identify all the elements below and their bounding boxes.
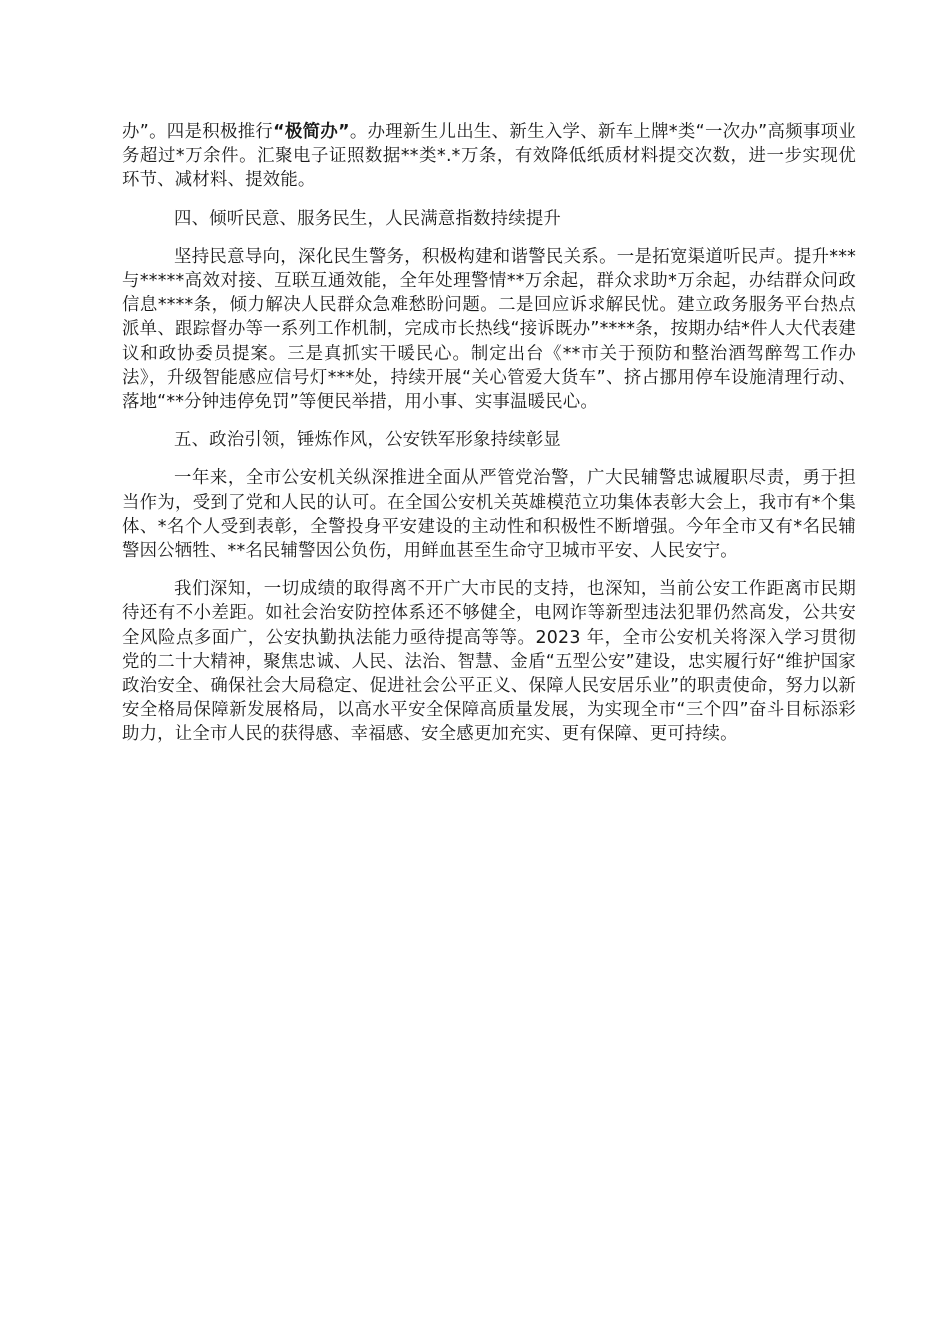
paragraph-continuation [122, 120, 856, 193]
document-page [122, 120, 856, 761]
bold-term: “极简办” [273, 122, 350, 142]
paragraph-text-end: 。办理新生儿出生、新生入学、新车上牌*类“一次办”高频事项业务超过*万余件。汇聚电子证照数据**类*.*万条，有效降低纸质材料提交次数，进一步实现优环节、减材料、提效能。 [122, 122, 856, 191]
section-heading-4: 四、倾听民意、服务民生，人民满意指数持续提升 [174, 208, 561, 229]
paragraph-text-start: 办”。四是积极推行 [122, 122, 274, 142]
paragraph-people-service: 坚持民意导向，深化民生警务，积极构建和谐警民关系。一是拓宽渠道听民声。提升***与*****高效对接、互联互通效能，全年处理警情**万余起，群众求助*万余起，办结群众问政信息****条，倾力解决人民群众急难愁盼问题。二是回应诉求解民忧。建立政务服务平台热点派单、跟踪督办等一系列工作机制，完成市长热线“接诉既办”****条，按期办结*件人大代表建议和政协委员提案。三是真抓实干暖民心。制定出台《**市关于预防和整治酒驾醉驾工作办法》，升级智能感应信号灯***处，持续开展“关心管爱大货车”、挤占挪用停车设施清理行动、落地“**分钟违停免罚”等便民举措，用小事、实事温暖民心。 [122, 246, 856, 413]
paragraph-outlook: 我们深知，一切成绩的取得离不开广大市民的支持，也深知，当前公安工作距离市民期待还有不小差距。如社会治安防控体系还不够健全，电网诈等新型违法犯罪仍然高发，公共安全风险点多面广，公安执勤执法能力亟待提高等等。2023 年，全市公安机关将深入学习贯彻党的二十大精神，聚焦忠诚、人民、法治、智慧、金盾“五型公安”建设，忠实履行好“维护国家政治安全、确保社会大局稳定、促进社会公平正义、保障人民安居乐业”的职责使命，努力以新安全格局保障新发展格局，以高水平安全保障高质量发展，为实现全市“三个四”奋斗目标添彩助力，让全市人民的获得感、幸福感、安全感更加充实、更有保障、更可持续。 [122, 579, 856, 745]
section-heading-5: 五、政治引领，锤炼作风，公安铁军形象持续彰显 [174, 430, 561, 451]
paragraph-political-guidance: 一年来，全市公安机关纵深推进全面从严管党治警，广大民辅警忠诚履职尽责，勇于担当作为，受到了党和人民的认可。在全国公安机关英雄模范立功集体表彰大会上，我市有*个集体、*名个人受到表彰，全警投身平安建设的主动性和积极性不断增强。今年全市又有*名民辅警因公牺牲、**名民辅警因公负伤，用鲜血甚至生命守卫城市平安、人民安宁。 [122, 468, 856, 562]
